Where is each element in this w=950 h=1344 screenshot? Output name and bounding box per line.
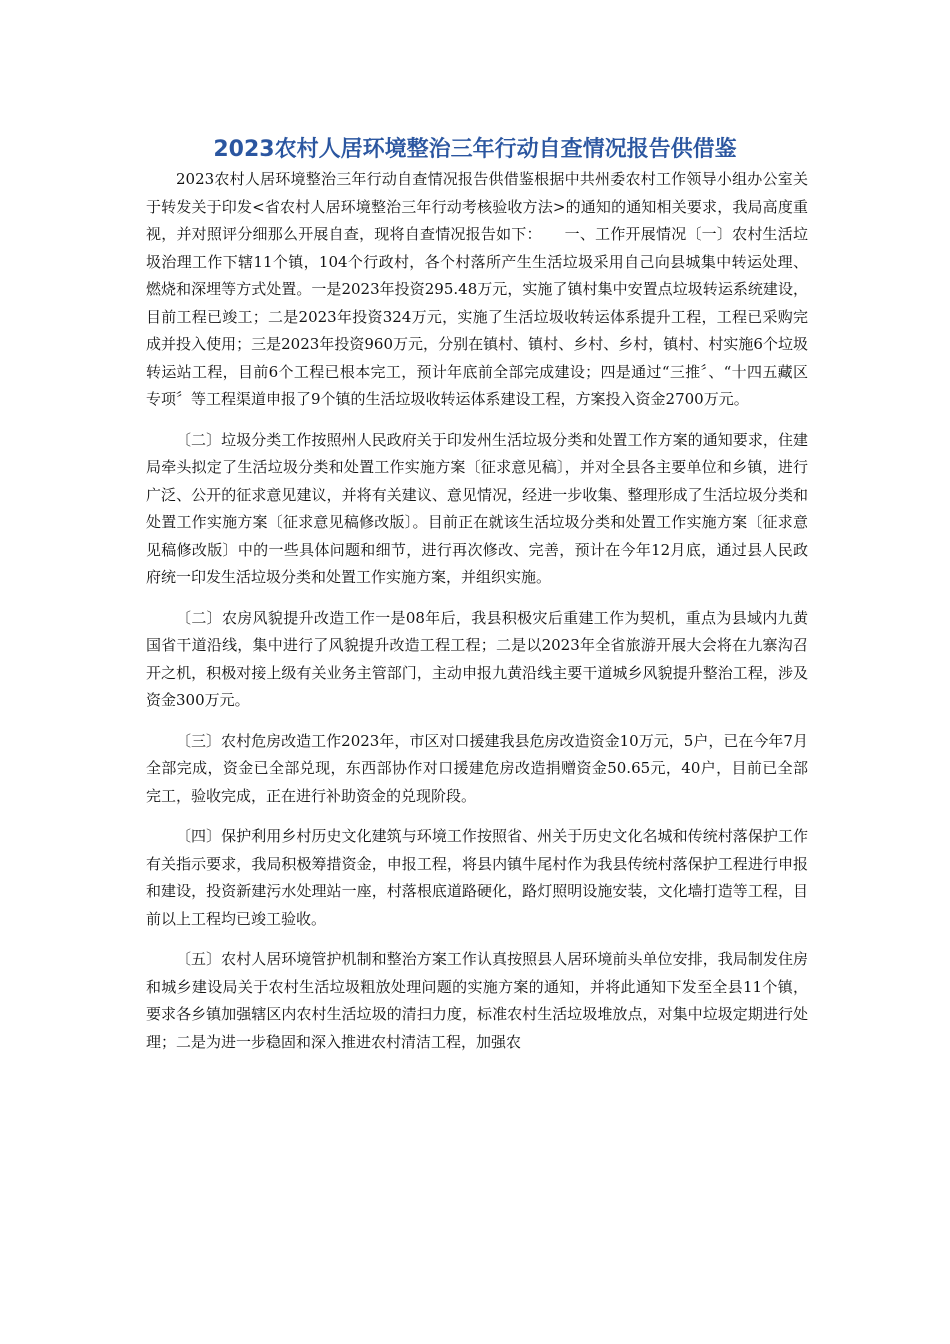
paragraph-house-appearance: 〔二〕农房风貌提升改造工作一是08年后，我县积极灾后重建工作为契机，重点为县域内九黄国省干道沿线，集中进行了风貌提升改造工程工程；二是以2023年全省旅游开展大会将在九寨沟召开之机，积极对接上级有关业务主管部门，主动申报九黄沿线主要干道城乡风貌提升整治工程，涉及资金300万元。: [146, 608, 808, 709]
paragraph-garbage-classification: 〔二〕垃圾分类工作按照州人民政府关于印发州生活垃圾分类和处置工作方案的通知要求，住建局牵头拟定了生活垃圾分类和处置工作实施方案〔征求意见稿〕，并对全县各主要单位和乡镇，进行广泛、公开的征求意见建议，并将有关建议、意见情况，经进一步收集、整理形成了生活垃圾分类和处置工作实施方案〔征求意见稿修改版〕。目前正在就该生活垃圾分类和处置工作实施方案〔征求意见稿修改版〕中的一些具体问题和细节，进行再次修改、完善，预计在今年12月底，通过县人民政府统一印发生活垃圾分类和处置工作实施方案，并组织实施。: [146, 430, 808, 586]
paragraph-intro-and-garbage-treatment: 2023农村人居环境整治三年行动自查情况报告供借鉴根据中共州委农村工作领导小组办公室关于转发关于印发<省农村人居环境整治三年行动考核验收方法>的通知的通知相关要求，我局高度重视，并对照评分细那么开展自查，现将自查情况报告如下： 一、工作开展情况〔一〕农村生活垃圾治理工作下辖11个镇，104个行政村，各个村落所产生生活垃圾采用自己向县城集中转运处理、燃烧和深埋等方式处置。一是2023年投资295.48万元，实施了镇村集中安置点垃圾转运系统建设，目前工程已竣工；二是2023年投资324万元，实施了生活垃圾收转运体系提升工程，工程已采购完成并投入使用；三是2023年投资960万元，分别在镇村、镇村、乡村、乡村，镇村、村实施6个垃圾转运站工程，目前6个工程已根本完工，预计年底前全部完成建设；四是通过“三推〞、“十四五藏区专项〞等工程渠道申报了9个镇的生活垃圾收转运体系建设工程，方案投入资金2700万元。: [146, 170, 808, 408]
document-body: [146, 166, 808, 1069]
paragraph-cultural-heritage: 〔四〕保护利用乡村历史文化建筑与环境工作按照省、州关于历史文化名城和传统村落保护工作有关指示要求，我局积极筹措资金，申报工程，将县内镇牛尾村作为我县传统村落保护工程进行申报和建设，投资新建污水处理站一座，村落根底道路硬化，路灯照明设施安装，文化墙打造等工程，目前以上工程均已竣工验收。: [146, 827, 808, 928]
paragraph-dangerous-housing: 〔三〕农村危房改造工作2023年，市区对口援建我县危房改造资金10万元，5户，已在今年7月全部完成，资金已全部兑现，东西部协作对口援建危房改造捐赠资金50.65元，40户，目前已全部完工，验收完成，正在进行补助资金的兑现阶段。: [146, 731, 808, 805]
document-title: 2023农村人居环境整治三年行动自查情况报告供借鉴: [213, 137, 737, 162]
paragraph-management-mechanism: 〔五〕农村人居环境管护机制和整治方案工作认真按照县人居环境前头单位安排，我局制发住房和城乡建设局关于农村生活垃圾粗放处理问题的实施方案的通知，并将此通知下发至全县11个镇，要求各乡镇加强辖区内农村生活垃圾的清扫力度，标准农村生活垃圾堆放点，对集中垃圾定期进行处理；二是为进一步稳固和深入推进农村清洁工程，加强农: [146, 950, 808, 1051]
